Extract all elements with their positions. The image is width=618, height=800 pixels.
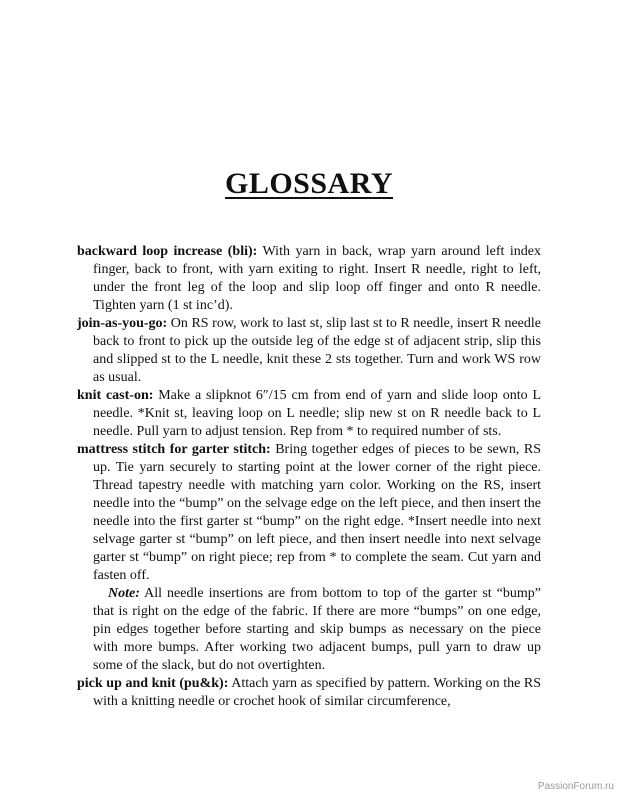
page-title: GLOSSARY <box>225 167 393 201</box>
glossary-definition: Make a slipknot 6″/15 cm from end of yarn and slide loop onto L needle. *Knit st, leaving loop on L needle; slip new st on R needle back to L needle. Pull yarn to adjust tension. Rep from * to required number of sts. <box>93 388 542 439</box>
glossary-term: backward loop increase (bli): <box>77 244 258 259</box>
glossary-term: knit cast-on: <box>77 388 154 403</box>
glossary-entries <box>77 243 541 711</box>
glossary-definition: Attach yarn as specified by pattern. Working on the RS with a knitting needle or crochet hook of similar circumference, <box>93 676 542 709</box>
glossary-entry-join-as-you-go <box>77 315 541 387</box>
glossary-entry-backward-loop-increase <box>77 243 541 315</box>
glossary-term: join-as-you-go: <box>77 316 168 331</box>
glossary-definition: With yarn in back, wrap yarn around left index finger, back to front, with yarn exiting to right. Insert R needle, right to left, under the front leg of the loop and slip loop off finger and onto R needle. Tighten yarn (1 st inc’d). <box>93 244 541 313</box>
note-text: All needle insertions are from bottom to top of the garter st “bump” that is right on the edge of the fabric. If there are more “bumps” on one edge, pin edges together before starting and skip bumps as necessary on the piece with more bumps. After working two adjacent bumps, pull yarn to draw up some of the slack, but do not overtighten. <box>93 586 541 673</box>
note-label: Note: <box>108 586 140 601</box>
glossary-term: pick up and knit (pu&k): <box>77 676 229 691</box>
glossary-term: mattress stitch for garter stitch: <box>77 442 271 457</box>
site-watermark: PassionForum.ru <box>537 781 614 792</box>
glossary-entry-knit-cast-on <box>77 387 541 441</box>
glossary-definition: On RS row, work to last st, slip last st to R needle, insert R needle back to front to pick up the outside leg of the edge st of adjacent strip, slip this and slipped st to the L needle, knit these 2 sts together. Turn and work WS row as usual. <box>93 316 541 385</box>
glossary-entry-mattress-stitch <box>77 441 541 585</box>
glossary-note-mattress-stitch <box>77 585 541 675</box>
glossary-entry-pick-up-and-knit <box>77 675 541 711</box>
glossary-definition: Bring together edges of pieces to be sewn, RS up. Tie yarn securely to starting point at the lower corner of the right piece. Thread tapestry needle with matching yarn color. Working on the RS, insert needle into the “bump” on the selvage edge on the left piece, and then insert the needle into the first garter st “bump” on the right edge. *Insert needle into next selvage garter st “bump” on left piece, and then insert needle into next selvage garter st “bump” on right piece; rep from * to complete the seam. Cut yarn and fasten off. <box>93 442 541 583</box>
